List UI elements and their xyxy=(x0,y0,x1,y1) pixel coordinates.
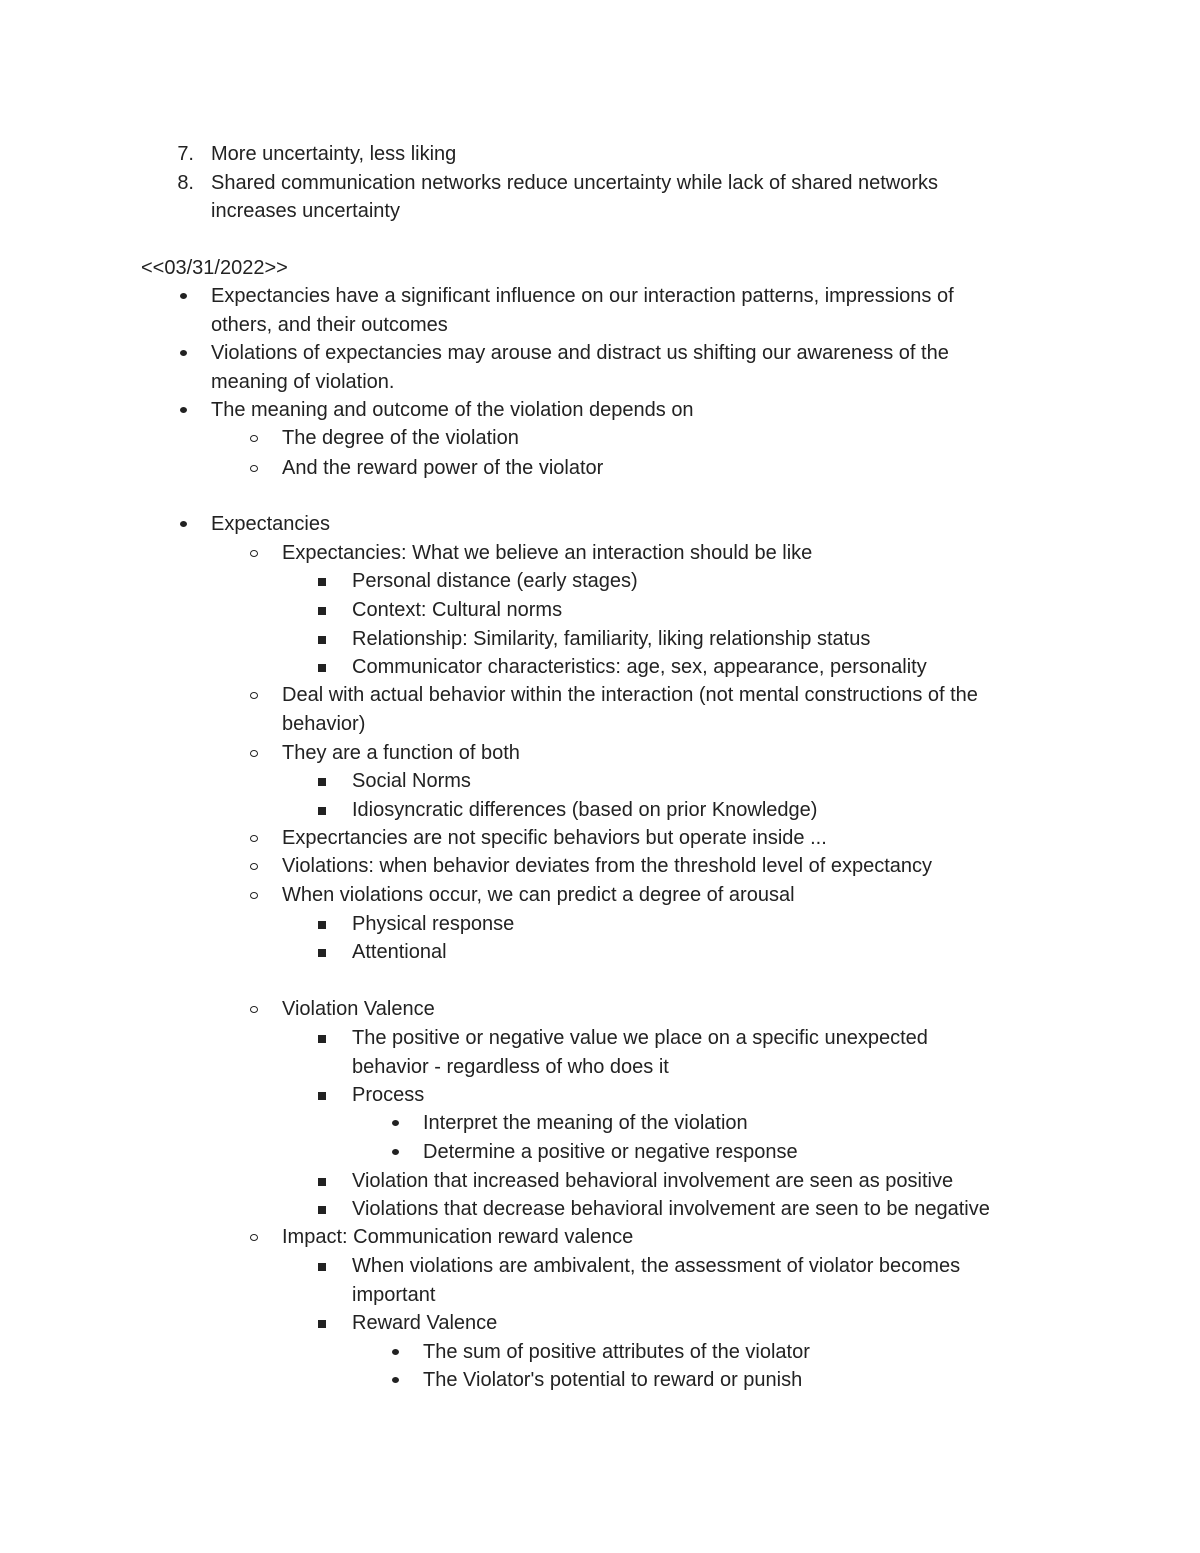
list-item-text: Reward Valence xyxy=(352,1312,498,1334)
bullet-icon xyxy=(392,1377,399,1383)
list-item-text: Personal distance (early stages) xyxy=(352,570,638,592)
list-item-text: Process xyxy=(352,1084,425,1106)
list-item-text: important xyxy=(352,1284,436,1306)
list-item-text: The degree of the violation xyxy=(282,427,519,449)
list-item-text: The Violator's potential to reward or punish xyxy=(423,1369,803,1391)
list-item-text: The meaning and outcome of the violation depends on xyxy=(211,399,694,421)
list-item-text: Relationship: Similarity, familiarity, liking relationship status xyxy=(352,628,871,650)
bullet-icon xyxy=(180,521,187,527)
list-item-text: Impact: Communication reward valence xyxy=(282,1226,634,1248)
list-item-text: others, and their outcomes xyxy=(211,314,448,336)
section-heading: Expectancies xyxy=(211,513,330,535)
list-item-text: Violation that increased behavioral involvement are seen as positive xyxy=(352,1170,954,1192)
square-bullet-icon xyxy=(318,921,326,929)
bullet-icon xyxy=(392,1149,399,1155)
circle-bullet-icon xyxy=(250,1006,258,1013)
list-item-text: Violations of expectancies may arouse and distract us shifting our awareness of the xyxy=(211,342,949,364)
list-item-text: increases uncertainty xyxy=(211,200,400,222)
list-item-text: And the reward power of the violator xyxy=(282,457,604,479)
bullet-icon xyxy=(180,293,187,299)
square-bullet-icon xyxy=(318,636,326,644)
list-item-text: Communicator characteristics: age, sex, appearance, personality xyxy=(352,656,927,678)
square-bullet-icon xyxy=(318,778,326,786)
square-bullet-icon xyxy=(318,1320,326,1328)
list-item-text: More uncertainty, less liking xyxy=(211,143,457,165)
bullet-icon xyxy=(180,350,187,356)
square-bullet-icon xyxy=(318,1178,326,1186)
square-bullet-icon xyxy=(318,1263,326,1271)
list-item-text: Attentional xyxy=(352,941,447,963)
list-item-text: When violations occur, we can predict a degree of arousal xyxy=(282,884,795,906)
list-item-text: The sum of positive attributes of the violator xyxy=(423,1341,810,1363)
list-item-text: Violations that decrease behavioral involvement are seen to be negative xyxy=(352,1198,990,1220)
list-item-text: Social Norms xyxy=(352,770,471,792)
bullet-icon xyxy=(392,1120,399,1126)
square-bullet-icon xyxy=(318,664,326,672)
square-bullet-icon xyxy=(318,807,326,815)
list-item-text: Violations: when behavior deviates from the threshold level of expectancy xyxy=(282,855,933,877)
bullet-icon xyxy=(392,1349,399,1355)
square-bullet-icon xyxy=(318,1035,326,1043)
list-item-text: Deal with actual behavior within the interaction (not mental constructions of the xyxy=(282,684,978,706)
circle-bullet-icon xyxy=(250,435,258,442)
list-item-text: Determine a positive or negative response xyxy=(423,1141,798,1163)
date-header-text: <<03/31/2022>> xyxy=(141,257,288,279)
list-item-text: Expectancies have a significant influence on our interaction patterns, impressions of xyxy=(211,285,954,307)
circle-bullet-icon xyxy=(250,465,258,472)
circle-bullet-icon xyxy=(250,1234,258,1241)
list-item-text: meaning of violation. xyxy=(211,371,395,393)
square-bullet-icon xyxy=(318,578,326,586)
circle-bullet-icon xyxy=(250,750,258,757)
square-bullet-icon xyxy=(318,607,326,615)
bullet-icon xyxy=(180,407,187,413)
list-item-text: When violations are ambivalent, the assessment of violator becomes xyxy=(352,1255,961,1277)
circle-bullet-icon xyxy=(250,550,258,557)
list-item-text: Expecrtancies are not specific behaviors but operate inside ... xyxy=(282,827,827,849)
square-bullet-icon xyxy=(318,1092,326,1100)
list-item-text: Physical response xyxy=(352,913,515,935)
circle-bullet-icon xyxy=(250,892,258,899)
circle-bullet-icon xyxy=(250,692,258,699)
list-item-text: Expectancies: What we believe an interaction should be like xyxy=(282,542,813,564)
list-item-text: The positive or negative value we place on a specific unexpected xyxy=(352,1027,928,1049)
list-item-text: They are a function of both xyxy=(282,742,520,764)
circle-bullet-icon xyxy=(250,863,258,870)
list-item-text: Violation Valence xyxy=(282,998,435,1020)
list-item-text: behavior) xyxy=(282,713,366,735)
list-item-text: Idiosyncratic differences (based on prior Knowledge) xyxy=(352,799,818,821)
list-item-text: behavior - regardless of who does it xyxy=(352,1056,669,1078)
square-bullet-icon xyxy=(318,949,326,957)
square-bullet-icon xyxy=(318,1206,326,1214)
list-number: 7. xyxy=(177,143,194,165)
list-number: 8. xyxy=(177,172,194,194)
list-item-text: Interpret the meaning of the violation xyxy=(423,1112,748,1134)
circle-bullet-icon xyxy=(250,835,258,842)
list-item-text: Context: Cultural norms xyxy=(352,599,563,621)
list-item-text: Shared communication networks reduce uncertainty while lack of shared networks xyxy=(211,172,939,194)
